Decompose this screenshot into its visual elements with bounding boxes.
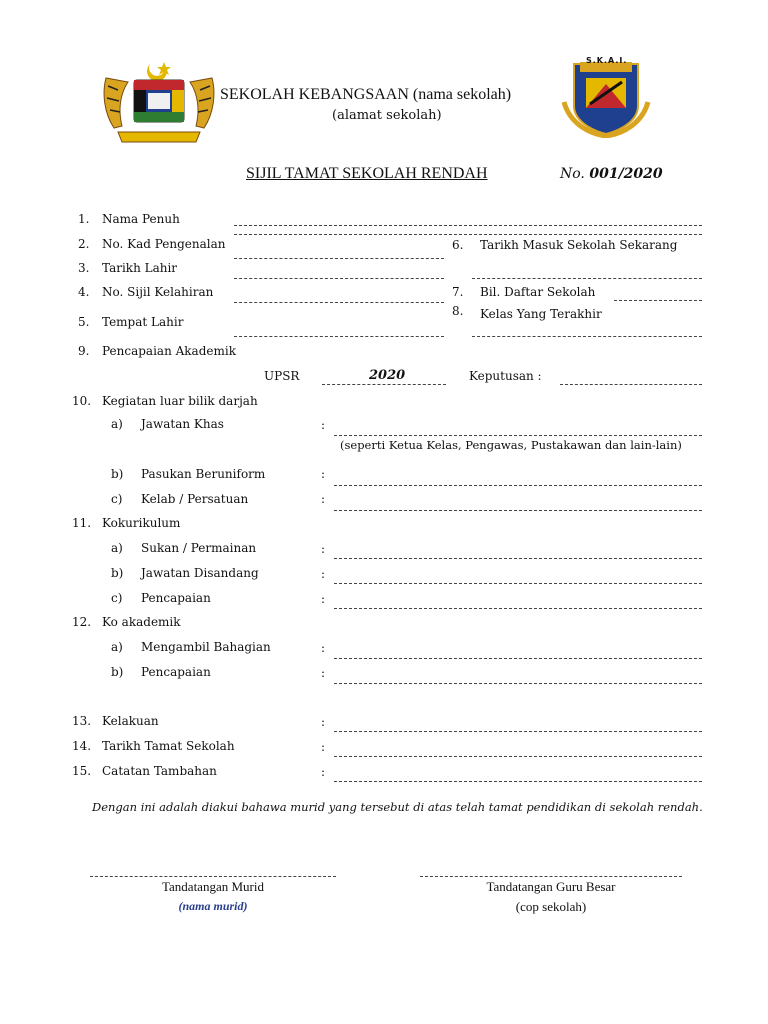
colon: :	[321, 418, 326, 432]
crest-right-initials: S.K.A.I.	[586, 56, 628, 65]
student-name: (nama murid)	[178, 899, 248, 913]
colon: :	[321, 592, 326, 606]
item-letter: b)	[111, 467, 124, 481]
section-label-catatan-tambahan: Catatan Tambahan	[102, 764, 217, 778]
jawatan-khas-note: (seperti Ketua Kelas, Pengawas, Pustakawan dan lain-lain)	[340, 438, 682, 452]
item-label-kelab-persatuan: Kelab / Persatuan	[141, 492, 249, 506]
section-label-tarikh-tamat: Tarikh Tamat Sekolah	[102, 739, 235, 753]
field-label-nama-penuh: Nama Penuh	[102, 212, 180, 226]
colon: :	[321, 567, 326, 581]
colon: :	[321, 765, 326, 779]
section-number: 11.	[72, 516, 92, 530]
kelab-persatuan-line[interactable]	[334, 510, 702, 511]
tempat-lahir-line[interactable]	[234, 336, 444, 337]
section-label-kegiatan: Kegiatan luar bilik darjah	[102, 394, 258, 408]
section-number: 12.	[72, 615, 92, 629]
section-label-ko-akademik: Ko akademik	[102, 615, 181, 629]
item-letter: a)	[111, 417, 123, 431]
tarikh-masuk-line[interactable]	[472, 278, 702, 279]
section-label-kelakuan: Kelakuan	[102, 714, 159, 728]
field-label-tarikh-lahir: Tarikh Lahir	[102, 261, 178, 275]
field-number: 3.	[78, 261, 90, 275]
kad-pengenalan-line[interactable]	[234, 258, 444, 259]
school-address: (alamat sekolah)	[332, 108, 442, 123]
coat-of-arms-logo	[98, 58, 220, 148]
colon: :	[321, 740, 326, 754]
student-signature-label: Tandatangan Murid	[162, 879, 264, 894]
field-label-kad-pengenalan: No. Kad Pengenalan	[102, 237, 226, 251]
field-number: 5.	[78, 315, 90, 329]
jawatan-disandang-line[interactable]	[334, 583, 702, 584]
colon: :	[321, 666, 326, 680]
school-crest-logo	[560, 54, 652, 138]
certificate-number-value: 001/2020	[589, 166, 663, 182]
item-letter: b)	[111, 566, 124, 580]
field-number: 9.	[78, 344, 90, 358]
field-number: 1.	[78, 212, 90, 226]
item-letter: c)	[111, 492, 123, 506]
colon: :	[321, 467, 326, 481]
tarikh-lahir-line[interactable]	[234, 278, 444, 279]
item-label-pencapaian: Pencapaian	[141, 591, 211, 605]
bil-daftar-line[interactable]	[614, 300, 702, 301]
student-signature-line[interactable]	[90, 876, 336, 877]
sukan-permainan-line[interactable]	[334, 558, 702, 559]
field-number: 6.	[452, 238, 464, 252]
item-letter: a)	[111, 541, 123, 555]
jawatan-khas-line[interactable]	[334, 435, 702, 436]
sijil-kelahiran-line[interactable]	[234, 302, 444, 303]
field-number: 7.	[452, 285, 464, 299]
kelas-terakhir-line[interactable]	[472, 336, 702, 337]
item-label-pasukan-beruniform: Pasukan Beruniform	[141, 467, 266, 481]
exam-year-line[interactable]	[322, 384, 446, 385]
field-number: 4.	[78, 285, 90, 299]
declaration-text: Dengan ini adalah diakui bahawa murid yang tersebut di atas telah tamat pendidikan di sekolah rendah.	[92, 800, 703, 814]
school-stamp-label: (cop sekolah)	[515, 899, 587, 914]
section-number: 14.	[72, 739, 92, 753]
kad-pengenalan-line-top[interactable]	[234, 234, 702, 235]
field-label-tempat-lahir: Tempat Lahir	[102, 315, 184, 329]
result-label: Keputusan :	[469, 369, 542, 383]
pencapaian-kokurikulum-line[interactable]	[334, 608, 702, 609]
field-number: 8.	[452, 304, 464, 318]
item-letter: b)	[111, 665, 124, 679]
colon: :	[321, 715, 326, 729]
tarikh-tamat-line[interactable]	[334, 756, 702, 757]
colon: :	[321, 542, 326, 556]
headmaster-signature-label: Tandatangan Guru Besar	[486, 879, 616, 894]
nama-penuh-line[interactable]	[234, 225, 702, 226]
colon: :	[321, 492, 326, 506]
crest-left-motto	[118, 134, 119, 135]
item-label-sukan-permainan: Sukan / Permainan	[141, 541, 257, 555]
field-number: 2.	[78, 237, 90, 251]
certificate-title: SIJIL TAMAT SEKOLAH RENDAH	[246, 165, 488, 182]
item-label-jawatan-khas: Jawatan Khas	[141, 417, 224, 431]
section-label-kokurikulum: Kokurikulum	[102, 516, 181, 530]
headmaster-signature-line[interactable]	[420, 876, 682, 877]
pasukan-beruniform-line[interactable]	[334, 485, 702, 486]
certificate-number-label: No.	[560, 166, 585, 182]
item-letter: c)	[111, 591, 123, 605]
pencapaian-koakademik-line[interactable]	[334, 683, 702, 684]
colon: :	[321, 641, 326, 655]
field-label-kelas-terakhir: Kelas Yang Terakhir	[480, 307, 602, 321]
section-number: 10.	[72, 394, 92, 408]
result-line[interactable]	[560, 384, 702, 385]
mengambil-bahagian-line[interactable]	[334, 658, 702, 659]
school-name: SEKOLAH KEBANGSAAN (nama sekolah)	[220, 86, 512, 103]
field-label-tarikh-masuk: Tarikh Masuk Sekolah Sekarang	[480, 238, 678, 252]
kelakuan-line[interactable]	[334, 731, 702, 732]
certificate-number	[560, 166, 663, 182]
section-number: 13.	[72, 714, 92, 728]
field-label-bil-daftar: Bil. Daftar Sekolah	[480, 285, 596, 299]
item-label-jawatan-disandang: Jawatan Disandang	[141, 566, 259, 580]
item-label-pencapaian: Pencapaian	[141, 665, 211, 679]
field-label-pencapaian-akademik: Pencapaian Akademik	[102, 344, 236, 358]
catatan-tambahan-line[interactable]	[334, 781, 702, 782]
field-label-sijil-kelahiran: No. Sijil Kelahiran	[102, 285, 214, 299]
section-number: 15.	[72, 764, 92, 778]
item-label-mengambil-bahagian: Mengambil Bahagian	[141, 640, 271, 654]
exam-year: 2020	[369, 368, 406, 383]
exam-name: UPSR	[264, 369, 300, 383]
item-letter: a)	[111, 640, 123, 654]
